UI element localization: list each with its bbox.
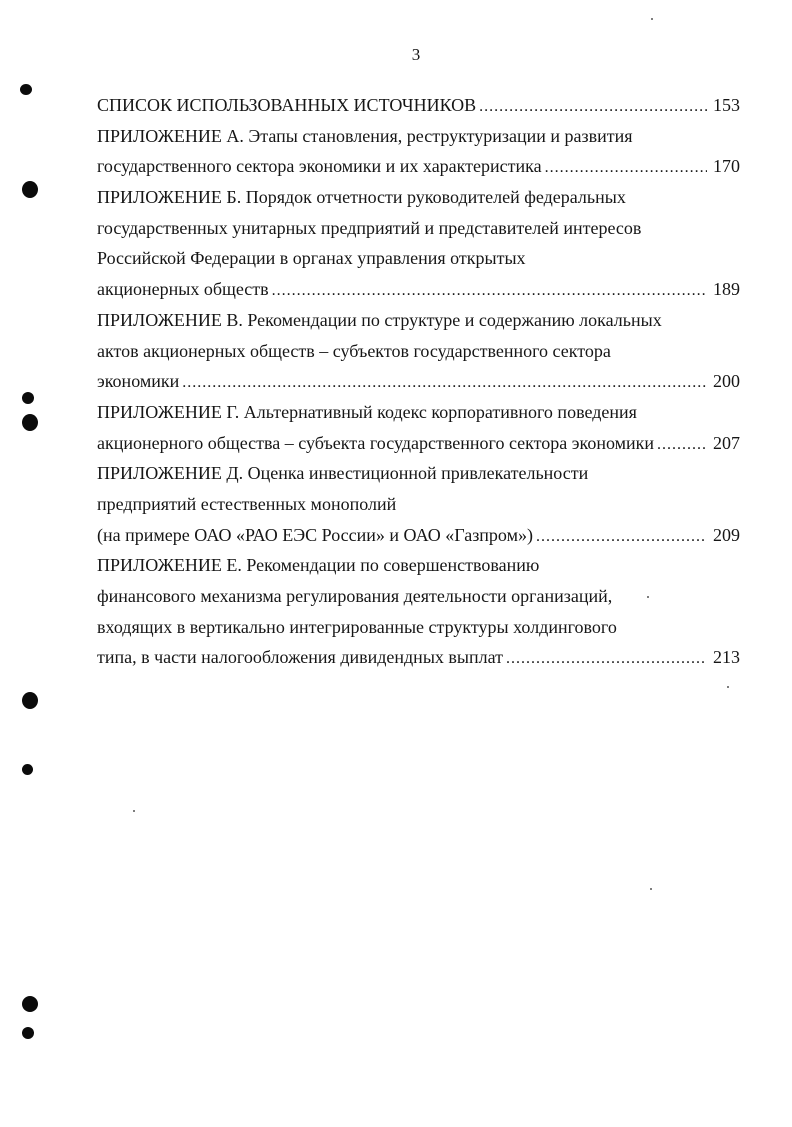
toc-entry-page: 207: [713, 432, 740, 453]
dot-leader: [536, 522, 707, 553]
toc-entry-title-line: ПРИЛОЖЕНИЕ А. Этапы становления, реструктуризации и развития: [97, 125, 633, 146]
toc-entry-appendix-b[interactable]: [97, 274, 740, 305]
toc-entry-title-line: актов акционерных обществ – субъектов государственного сектора: [97, 340, 611, 361]
toc-entry-title-line: ПРИЛОЖЕНИЕ Б. Порядок отчетности руководителей федеральных: [97, 187, 626, 208]
punch-hole: [22, 1027, 34, 1039]
toc-entry-title-line: Российской Федерации в органах управления открытых: [97, 248, 526, 269]
punch-hole: [22, 392, 34, 404]
toc-entry-appendix-a[interactable]: [97, 151, 740, 182]
toc-entry-title-line: акционерного общества – субъекта государственного сектора экономики: [97, 432, 655, 453]
page-number: 3: [411, 45, 421, 64]
punch-hole: [20, 84, 32, 95]
punch-hole: [22, 414, 38, 431]
toc-entry-title-line: предприятий естественных монополий: [97, 493, 397, 514]
scan-speck: [650, 888, 652, 890]
toc-entry-page: 200: [713, 371, 740, 392]
dot-leader: [657, 430, 707, 461]
punch-hole: [22, 764, 33, 775]
dot-leader: [479, 92, 707, 123]
toc-entry-page: 209: [713, 524, 740, 545]
toc-entry-title-line: типа, в части налогообложения дивидендных выплат: [97, 647, 504, 668]
punch-hole: [22, 181, 38, 198]
toc-entry-title-line: ПРИЛОЖЕНИЕ В. Рекомендации по структуре и содержанию локальных: [97, 309, 662, 330]
toc-entry-title-line: ПРИЛОЖЕНИЕ Е. Рекомендации по совершенствованию: [97, 555, 540, 576]
toc-entry-title-line: государственного сектора экономики и их характеристика: [97, 156, 542, 177]
toc-entry-title-line: экономики: [97, 371, 180, 392]
toc-entry-appendix-g[interactable]: [97, 428, 740, 459]
toc-entry-title-line: государственных унитарных предприятий и представителей интересов: [97, 217, 642, 238]
punch-hole: [22, 692, 38, 709]
table-of-contents: [97, 90, 740, 673]
scan-speck: [133, 810, 135, 812]
scan-speck: [651, 18, 653, 20]
toc-entry-title-line: акционерных обществ: [97, 279, 269, 300]
toc-entry-appendix-v[interactable]: [97, 366, 740, 397]
scan-speck: [647, 596, 649, 598]
toc-entry-appendix-e[interactable]: [97, 642, 740, 673]
toc-entry-page: 153: [713, 95, 740, 115]
toc-entry-title-line: ПРИЛОЖЕНИЕ Д. Оценка инвестиционной привлекательности: [97, 463, 589, 484]
dot-leader: [272, 276, 707, 307]
toc-entry-title-line: (на примере ОАО «РАО ЕЭС России» и ОАО «Газпром»): [97, 524, 533, 545]
toc-entry-sources[interactable]: [97, 90, 740, 121]
toc-entry-title-line: СПИСОК ИСПОЛЬЗОВАННЫХ ИСТОЧНИКОВ: [97, 95, 477, 115]
dot-leader: [506, 644, 707, 675]
toc-entry-page: 170: [713, 156, 740, 177]
punch-hole: [22, 996, 38, 1012]
toc-entry-appendix-d[interactable]: [97, 520, 740, 551]
dot-leader: [182, 368, 707, 399]
toc-entry-title-line: финансового механизма регулирования деятельности организаций,: [97, 586, 613, 606]
toc-entry-page: 189: [713, 279, 740, 300]
dot-leader: [545, 153, 707, 184]
toc-entry-title-line: ПРИЛОЖЕНИЕ Г. Альтернативный кодекс корпоративного поведения: [97, 401, 637, 422]
toc-entry-page: 213: [713, 647, 740, 668]
scan-speck: [727, 686, 729, 688]
toc-entry-title-line: входящих в вертикально интегрированные структуры холдингового: [97, 616, 617, 637]
